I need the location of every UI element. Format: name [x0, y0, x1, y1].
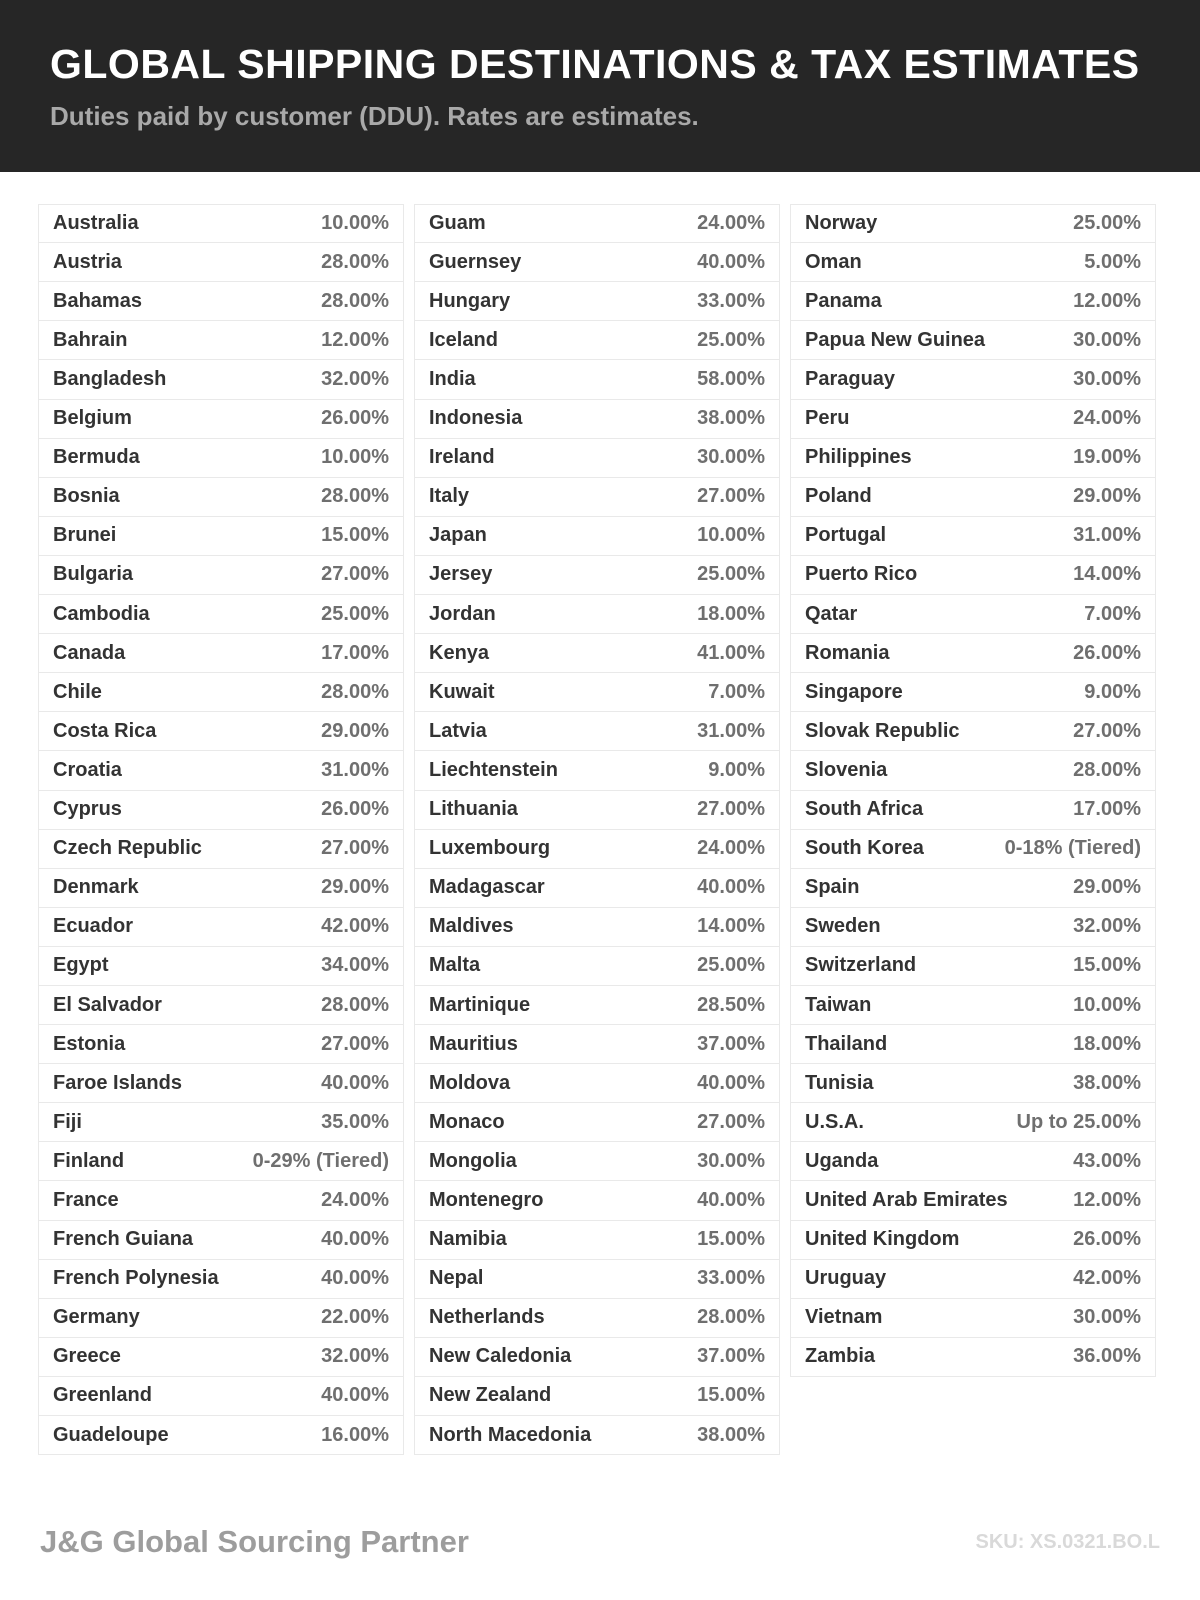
table-row	[790, 556, 1156, 595]
country-name: Bahrain	[53, 328, 128, 351]
tax-rate: 18.00%	[1073, 1032, 1141, 1055]
country-name: Belgium	[53, 407, 132, 430]
tax-rate: 40.00%	[321, 1228, 389, 1251]
tax-rate: 15.00%	[321, 524, 389, 547]
country-name: Croatia	[53, 758, 122, 781]
tax-rate: 9.00%	[1084, 680, 1141, 703]
tax-rate: Up to 25.00%	[1016, 1110, 1141, 1133]
table-row	[38, 947, 404, 986]
table-row	[414, 986, 780, 1025]
country-name: South Korea	[805, 837, 924, 860]
tax-rate: 32.00%	[321, 1345, 389, 1368]
tax-rate: 38.00%	[697, 407, 765, 430]
tax-rate: 27.00%	[697, 485, 765, 508]
table-row	[38, 1338, 404, 1377]
country-name: Bulgaria	[53, 563, 134, 586]
tax-rate: 33.00%	[697, 1267, 765, 1290]
tax-rate: 18.00%	[697, 602, 765, 625]
tax-rate: 29.00%	[1073, 485, 1141, 508]
tax-rate: 24.00%	[697, 837, 765, 860]
tax-rate: 24.00%	[1073, 407, 1141, 430]
table-row	[38, 204, 404, 243]
table-row	[790, 1142, 1156, 1181]
country-name: Puerto Rico	[805, 563, 918, 586]
country-name: Iceland	[429, 328, 498, 351]
rates-table	[38, 204, 1156, 1455]
table-row	[790, 439, 1156, 478]
table-row	[790, 1181, 1156, 1220]
country-name: Panama	[805, 289, 882, 312]
table-row	[790, 1299, 1156, 1338]
footer	[0, 1524, 1200, 1600]
tax-rate: 28.00%	[321, 993, 389, 1016]
tax-rate: 31.00%	[697, 719, 765, 742]
tax-rate: 38.00%	[697, 1423, 765, 1446]
country-name: Egypt	[53, 954, 109, 977]
tax-rate: 30.00%	[1073, 328, 1141, 351]
country-name: Fiji	[53, 1110, 82, 1133]
table-row	[38, 1260, 404, 1299]
table-row	[414, 1260, 780, 1299]
table-row	[790, 204, 1156, 243]
country-name: Australia	[53, 212, 139, 235]
country-name: New Zealand	[429, 1384, 552, 1407]
table-row	[414, 908, 780, 947]
country-name: Switzerland	[805, 954, 917, 977]
table-row	[38, 1181, 404, 1220]
country-name: Philippines	[805, 446, 912, 469]
tax-rate: 26.00%	[321, 407, 389, 430]
country-name: Madagascar	[429, 876, 545, 899]
tax-rate: 28.00%	[321, 250, 389, 273]
table-row	[414, 634, 780, 673]
country-name: Maldives	[429, 915, 514, 938]
tax-rate: 58.00%	[697, 368, 765, 391]
tax-rate: 30.00%	[697, 1149, 765, 1172]
table-row	[790, 751, 1156, 790]
tax-rate: 41.00%	[697, 641, 765, 664]
country-name: Oman	[805, 250, 862, 273]
tax-rate: 10.00%	[697, 524, 765, 547]
table-row	[38, 1299, 404, 1338]
table-row	[38, 1221, 404, 1260]
brand-name: J&G Global Sourcing Partner	[40, 1524, 469, 1559]
table-row	[414, 947, 780, 986]
table-row	[790, 869, 1156, 908]
table-row	[38, 830, 404, 869]
tax-rate: 30.00%	[1073, 1306, 1141, 1329]
country-name: North Macedonia	[429, 1423, 592, 1446]
tax-rate: 25.00%	[1073, 212, 1141, 235]
tax-rate: 40.00%	[697, 250, 765, 273]
table-row	[414, 791, 780, 830]
table-row	[38, 439, 404, 478]
table-row	[414, 673, 780, 712]
country-name: Kenya	[429, 641, 490, 664]
tax-rate: 40.00%	[697, 1071, 765, 1094]
table-row	[38, 751, 404, 790]
page-title: GLOBAL SHIPPING DESTINATIONS & TAX ESTIMATES	[50, 41, 1140, 87]
tax-rate: 30.00%	[697, 446, 765, 469]
table-row	[38, 1025, 404, 1064]
country-name: Faroe Islands	[53, 1071, 182, 1094]
country-name: Uganda	[805, 1149, 879, 1172]
country-name: Zambia	[805, 1345, 876, 1368]
tax-rate: 5.00%	[1084, 250, 1141, 273]
tax-rate: 14.00%	[697, 915, 765, 938]
table-row	[790, 947, 1156, 986]
table-row	[414, 1221, 780, 1260]
tax-rate: 31.00%	[321, 758, 389, 781]
table-row	[414, 1416, 780, 1455]
table-row	[790, 400, 1156, 439]
tax-rate: 17.00%	[1073, 798, 1141, 821]
tax-rate: 15.00%	[697, 1228, 765, 1251]
sku-label: SKU: XS.0321.BO.L	[975, 1531, 1160, 1553]
country-name: Taiwan	[805, 993, 872, 1016]
country-name: Kuwait	[429, 680, 495, 703]
table-row	[38, 791, 404, 830]
tax-rate: 32.00%	[1073, 915, 1141, 938]
tax-rate: 38.00%	[1073, 1071, 1141, 1094]
table-row	[414, 595, 780, 634]
tax-rate: 26.00%	[1073, 641, 1141, 664]
tax-rate: 42.00%	[321, 915, 389, 938]
rates-column-2	[414, 204, 780, 1455]
tax-rate: 10.00%	[321, 212, 389, 235]
country-name: Lithuania	[429, 798, 518, 821]
table-row	[414, 243, 780, 282]
tax-rate: 12.00%	[1073, 1188, 1141, 1211]
table-row	[38, 869, 404, 908]
table-row	[414, 282, 780, 321]
country-name: Chile	[53, 680, 102, 703]
tax-rate: 42.00%	[1073, 1267, 1141, 1290]
tax-rate: 25.00%	[321, 602, 389, 625]
rates-column-3	[790, 204, 1156, 1377]
table-row	[38, 1416, 404, 1455]
country-name: Papua New Guinea	[805, 328, 986, 351]
tax-rate: 26.00%	[1073, 1228, 1141, 1251]
tax-rate: 25.00%	[697, 954, 765, 977]
country-name: Indonesia	[429, 407, 523, 430]
tax-rate: 31.00%	[1073, 524, 1141, 547]
tax-rate: 29.00%	[321, 876, 389, 899]
tax-rate: 17.00%	[321, 641, 389, 664]
country-name: Nepal	[429, 1267, 484, 1290]
table-row	[414, 321, 780, 360]
rates-table-area	[0, 172, 1200, 1455]
table-row	[790, 712, 1156, 751]
table-row	[790, 634, 1156, 673]
country-name: Mauritius	[429, 1032, 518, 1055]
country-name: Greece	[53, 1345, 121, 1368]
table-row	[38, 712, 404, 751]
country-name: Mongolia	[429, 1149, 517, 1172]
tax-rate: 0-18% (Tiered)	[1004, 837, 1141, 860]
country-name: Malta	[429, 954, 481, 977]
country-name: Uruguay	[805, 1267, 887, 1290]
tax-rate: 28.00%	[321, 485, 389, 508]
country-name: Latvia	[429, 719, 487, 742]
table-row	[790, 830, 1156, 869]
country-name: Romania	[805, 641, 890, 664]
tax-rate: 15.00%	[697, 1384, 765, 1407]
tax-rate: 40.00%	[321, 1267, 389, 1290]
country-name: Guernsey	[429, 250, 522, 273]
table-row	[414, 517, 780, 556]
country-name: Japan	[429, 524, 487, 547]
table-row	[38, 595, 404, 634]
table-row	[38, 634, 404, 673]
tax-rate: 36.00%	[1073, 1345, 1141, 1368]
country-name: Moldova	[429, 1071, 511, 1094]
table-row	[38, 1064, 404, 1103]
tax-rate: 32.00%	[321, 368, 389, 391]
tax-rate: 24.00%	[697, 212, 765, 235]
table-row	[38, 400, 404, 439]
country-name: Brunei	[53, 524, 117, 547]
table-row	[414, 204, 780, 243]
tax-rate: 40.00%	[697, 876, 765, 899]
rates-column-1	[38, 204, 404, 1455]
table-row	[414, 1338, 780, 1377]
tax-rate: 28.00%	[321, 680, 389, 703]
country-name: El Salvador	[53, 993, 162, 1016]
country-name: Guadeloupe	[53, 1423, 169, 1446]
country-name: Jordan	[429, 602, 496, 625]
tax-rate: 33.00%	[697, 289, 765, 312]
country-name: Namibia	[429, 1228, 507, 1251]
table-row	[790, 1221, 1156, 1260]
table-row	[414, 830, 780, 869]
country-name: Singapore	[805, 680, 903, 703]
tax-rate: 40.00%	[321, 1384, 389, 1407]
country-name: Qatar	[805, 602, 858, 625]
table-row	[414, 1103, 780, 1142]
country-name: Finland	[53, 1149, 125, 1172]
country-name: Netherlands	[429, 1306, 545, 1329]
country-name: Montenegro	[429, 1188, 544, 1211]
country-name: Guam	[429, 212, 486, 235]
table-row	[414, 751, 780, 790]
table-row	[414, 1142, 780, 1181]
tax-rate: 12.00%	[1073, 289, 1141, 312]
country-name: Italy	[429, 485, 470, 508]
table-row	[38, 517, 404, 556]
table-row	[790, 673, 1156, 712]
table-row	[38, 556, 404, 595]
country-name: Slovak Republic	[805, 719, 960, 742]
tax-rate: 29.00%	[321, 719, 389, 742]
table-row	[414, 1181, 780, 1220]
tax-rate: 35.00%	[321, 1110, 389, 1133]
country-name: Spain	[805, 876, 860, 899]
tax-rate: 15.00%	[1073, 954, 1141, 977]
table-row	[38, 908, 404, 947]
table-row	[38, 1142, 404, 1181]
tax-rate: 27.00%	[1073, 719, 1141, 742]
tax-rate: 29.00%	[1073, 876, 1141, 899]
table-row	[38, 1103, 404, 1142]
country-name: Bermuda	[53, 446, 140, 469]
table-row	[790, 791, 1156, 830]
country-name: Thailand	[805, 1032, 888, 1055]
table-row	[790, 1338, 1156, 1377]
table-row	[790, 1260, 1156, 1299]
table-row	[414, 712, 780, 751]
table-row	[414, 1299, 780, 1338]
country-name: Luxembourg	[429, 837, 551, 860]
tax-rate: 24.00%	[321, 1188, 389, 1211]
table-row	[790, 986, 1156, 1025]
table-row	[790, 908, 1156, 947]
tax-rate: 28.00%	[1073, 758, 1141, 781]
table-row	[414, 869, 780, 908]
tax-rate: 27.00%	[321, 1032, 389, 1055]
country-name: French Guiana	[53, 1228, 194, 1251]
country-name: Sweden	[805, 915, 881, 938]
country-name: Jersey	[429, 563, 493, 586]
country-name: Monaco	[429, 1110, 505, 1133]
country-name: Norway	[805, 212, 878, 235]
table-row	[414, 400, 780, 439]
country-name: Denmark	[53, 876, 139, 899]
table-row	[38, 243, 404, 282]
tax-rate: 14.00%	[1073, 563, 1141, 586]
country-name: France	[53, 1188, 119, 1211]
country-name: Ireland	[429, 446, 495, 469]
table-row	[38, 673, 404, 712]
country-name: Vietnam	[805, 1306, 883, 1329]
tax-rate: 40.00%	[697, 1188, 765, 1211]
table-row	[414, 1025, 780, 1064]
table-row	[790, 478, 1156, 517]
table-row	[38, 478, 404, 517]
country-name: Cyprus	[53, 798, 122, 821]
country-name: Estonia	[53, 1032, 126, 1055]
country-name: Austria	[53, 250, 122, 273]
tax-rate: 9.00%	[708, 758, 765, 781]
table-row	[414, 1064, 780, 1103]
country-name: United Kingdom	[805, 1228, 960, 1251]
table-row	[414, 360, 780, 399]
country-name: Bosnia	[53, 485, 120, 508]
country-name: Ecuador	[53, 915, 134, 938]
country-name: India	[429, 368, 476, 391]
tax-rate: 7.00%	[708, 680, 765, 703]
country-name: Liechtenstein	[429, 758, 558, 781]
tax-rate: 40.00%	[321, 1071, 389, 1094]
tax-rate: 10.00%	[321, 446, 389, 469]
table-row	[414, 439, 780, 478]
country-name: Paraguay	[805, 368, 896, 391]
header-banner	[0, 0, 1200, 172]
country-name: Canada	[53, 641, 126, 664]
country-name: Cambodia	[53, 602, 150, 625]
tax-rate: 27.00%	[321, 563, 389, 586]
tax-rate: 28.50%	[697, 993, 765, 1016]
table-row	[38, 321, 404, 360]
country-name: Bangladesh	[53, 368, 167, 391]
table-row	[790, 1064, 1156, 1103]
tax-rate: 27.00%	[697, 1110, 765, 1133]
tax-rate: 37.00%	[697, 1032, 765, 1055]
country-name: Portugal	[805, 524, 887, 547]
table-row	[790, 321, 1156, 360]
table-row	[38, 282, 404, 321]
country-name: Peru	[805, 407, 850, 430]
table-row	[38, 1377, 404, 1416]
country-name: Costa Rica	[53, 719, 157, 742]
tax-rate: 28.00%	[697, 1306, 765, 1329]
tax-rate: 16.00%	[321, 1423, 389, 1446]
tax-rate: 25.00%	[697, 328, 765, 351]
tax-rate: 43.00%	[1073, 1149, 1141, 1172]
table-row	[790, 282, 1156, 321]
country-name: New Caledonia	[429, 1345, 572, 1368]
country-name: Czech Republic	[53, 837, 202, 860]
country-name: French Polynesia	[53, 1267, 219, 1290]
table-row	[790, 360, 1156, 399]
tax-rate: 22.00%	[321, 1306, 389, 1329]
tax-rate: 27.00%	[321, 837, 389, 860]
table-row	[790, 1103, 1156, 1142]
tax-rate: 27.00%	[697, 798, 765, 821]
table-row	[790, 1025, 1156, 1064]
country-name: Martinique	[429, 993, 531, 1016]
country-name: Bahamas	[53, 289, 142, 312]
tax-rate: 28.00%	[321, 289, 389, 312]
table-row	[790, 595, 1156, 634]
table-row	[790, 243, 1156, 282]
tax-rate: 37.00%	[697, 1345, 765, 1368]
table-row	[38, 360, 404, 399]
country-name: South Africa	[805, 798, 924, 821]
country-name: Greenland	[53, 1384, 152, 1407]
country-name: U.S.A.	[805, 1110, 864, 1133]
table-row	[414, 556, 780, 595]
page-subtitle: Duties paid by customer (DDU). Rates are estimates.	[50, 101, 699, 132]
table-row	[790, 517, 1156, 556]
tax-rate: 34.00%	[321, 954, 389, 977]
tax-rate: 19.00%	[1073, 446, 1141, 469]
country-name: Tunisia	[805, 1071, 874, 1094]
country-name: Slovenia	[805, 758, 888, 781]
country-name: Poland	[805, 485, 872, 508]
tax-rate: 30.00%	[1073, 368, 1141, 391]
table-row	[414, 478, 780, 517]
table-row	[414, 1377, 780, 1416]
tax-rate: 25.00%	[697, 563, 765, 586]
country-name: Germany	[53, 1306, 140, 1329]
country-name: Hungary	[429, 289, 511, 312]
tax-rate: 7.00%	[1084, 602, 1141, 625]
tax-rate: 26.00%	[321, 798, 389, 821]
country-name: United Arab Emirates	[805, 1188, 1008, 1211]
tax-rate: 12.00%	[321, 328, 389, 351]
tax-rate: 0-29% (Tiered)	[252, 1149, 389, 1172]
table-row	[38, 986, 404, 1025]
tax-rate: 10.00%	[1073, 993, 1141, 1016]
